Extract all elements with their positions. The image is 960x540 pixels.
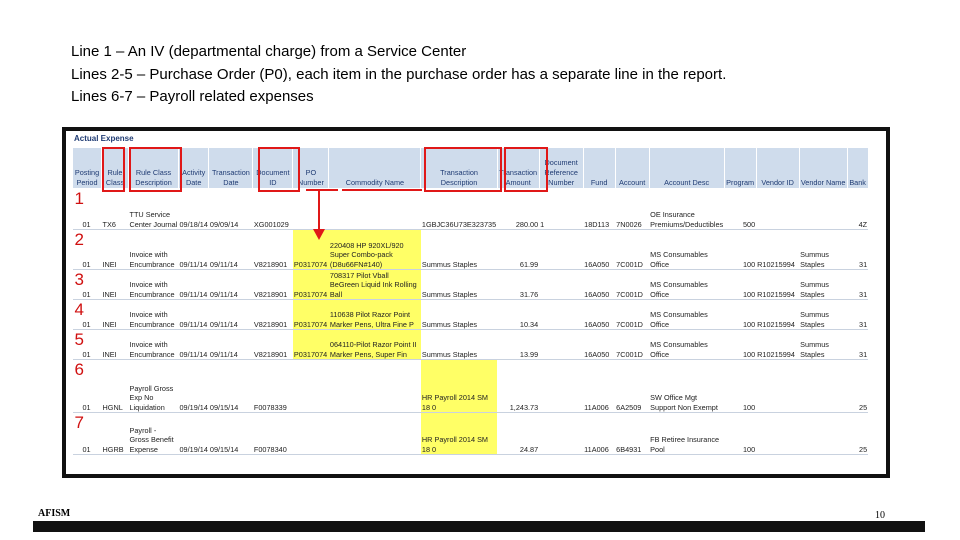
- line-number-marker: 4: [74, 300, 84, 319]
- cell-rule-class-description: Invoice with Encumbrance: [129, 270, 179, 300]
- column-header[interactable]: Document ID: [253, 148, 293, 189]
- column-header[interactable]: Account Desc: [649, 148, 724, 189]
- cell-account: 7C001D: [615, 330, 649, 360]
- table-row[interactable]: [73, 189, 869, 230]
- cell-activity-date: 09/11/14: [179, 230, 209, 270]
- posting-period-value: 01: [82, 289, 91, 299]
- cell-account: 7C001D: [615, 270, 649, 300]
- table-row[interactable]: [73, 360, 869, 413]
- cell-transaction-date: 09/11/14: [209, 330, 253, 360]
- cell-fund: 16A050: [583, 300, 615, 330]
- cell-document-reference-number: [539, 330, 583, 360]
- cell-vendor-name: [799, 189, 847, 230]
- cell-rule-class-description: Invoice with Encumbrance: [129, 300, 179, 330]
- posting-period-value: 01: [82, 259, 91, 269]
- cell-document-id: F0078339: [253, 360, 293, 413]
- cell-document-reference-number: [539, 360, 583, 413]
- cell-bank: 25: [847, 360, 868, 413]
- cell-transaction-amount: 280.00: [497, 189, 539, 230]
- highlight-box-rule-class: [102, 147, 125, 192]
- cell-commodity-name: 220408 HP 920XL/920 Super Combo-pack (D8u66FN#140): [329, 230, 421, 270]
- cell-transaction-date: 09/15/14: [209, 360, 253, 413]
- underline-commodity-name: [342, 189, 422, 191]
- cell-posting-period: [73, 360, 102, 413]
- cell-account-desc: SW Office Mgt Support Non Exempt: [649, 360, 724, 413]
- column-header[interactable]: PO Number: [293, 148, 329, 189]
- column-header[interactable]: Account: [615, 148, 649, 189]
- cell-transaction-description: Summus Staples: [421, 270, 497, 300]
- cell-commodity-name: 110638 Pilot Razor Point Marker Pens, Ultra Fine P: [329, 300, 421, 330]
- cell-commodity-name: [329, 360, 421, 413]
- cell-commodity-name: [329, 413, 421, 455]
- cell-bank: 25: [847, 413, 868, 455]
- cell-document-id: V8218901: [253, 330, 293, 360]
- cell-rule-class-description: Invoice with Encumbrance: [129, 230, 179, 270]
- cell-activity-date: 09/11/14: [179, 270, 209, 300]
- intro-line-2: Lines 2-5 – Purchase Order (P0), each item in the purchase order has a separate line in the report.: [71, 65, 727, 83]
- cell-document-id: V8218901: [253, 300, 293, 330]
- line-number-marker: 2: [74, 230, 84, 249]
- intro-text: [71, 41, 726, 109]
- highlight-box-document-id: [258, 147, 300, 192]
- cell-account-desc: MS Consumables Office: [649, 330, 724, 360]
- cell-document-reference-number: [539, 230, 583, 270]
- line-number-marker: 3: [74, 270, 84, 289]
- cell-posting-period: [73, 230, 102, 270]
- cell-commodity-name: 064110-Pilot Razor Point II Marker Pens, Super Fin: [329, 330, 421, 360]
- cell-account-desc: OE Insurance Premiums/Deductibles: [649, 189, 724, 230]
- cell-program: 100: [724, 360, 756, 413]
- cell-account: 7C001D: [615, 300, 649, 330]
- cell-rule-class: HGRB: [102, 413, 129, 455]
- column-header[interactable]: Vendor ID: [756, 148, 799, 189]
- cell-commodity-name: 708317 Pilot Vball BeGreen Liquid Ink Rolling Ball: [329, 270, 421, 300]
- cell-vendor-name: [799, 413, 847, 455]
- cell-fund: 16A050: [583, 270, 615, 300]
- cell-rule-class: HGNL: [102, 360, 129, 413]
- cell-bank: 31: [847, 300, 868, 330]
- cell-fund: 16A050: [583, 230, 615, 270]
- cell-account-desc: MS Consumables Office: [649, 230, 724, 270]
- cell-activity-date: 09/18/14: [179, 189, 209, 230]
- cell-rule-class: INEI: [102, 270, 129, 300]
- cell-account: 7C001D: [615, 230, 649, 270]
- cell-transaction-amount: 24.87: [497, 413, 539, 455]
- cell-po-number: [293, 360, 329, 413]
- column-header[interactable]: Activity Date: [179, 148, 209, 189]
- highlight-box-transaction-amount: [504, 147, 548, 192]
- column-header[interactable]: Rule Class Description: [129, 148, 179, 189]
- cell-transaction-amount: 1,243.73: [497, 360, 539, 413]
- column-header[interactable]: Posting Period: [73, 148, 102, 189]
- cell-transaction-amount: 61.99: [497, 230, 539, 270]
- posting-period-value: 01: [82, 402, 91, 412]
- cell-transaction-description: Summus Staples: [421, 230, 497, 270]
- cell-rule-class: INEI: [102, 330, 129, 360]
- column-header[interactable]: Rule Class: [102, 148, 129, 189]
- intro-line-1: Line 1 – An IV (departmental charge) from a Service Center: [71, 43, 467, 60]
- cell-po-number: P0317074: [293, 230, 329, 270]
- cell-vendor-name: Summus Staples: [799, 230, 847, 270]
- cell-vendor-id: R10215994: [756, 230, 799, 270]
- cell-rule-class: INEI: [102, 300, 129, 330]
- posting-period-value: 01: [82, 349, 91, 359]
- table-row[interactable]: [73, 300, 869, 330]
- cell-bank: 4Z: [847, 189, 868, 230]
- line-number-marker: 5: [74, 330, 84, 349]
- cell-rule-class-description: Invoice with Encumbrance: [129, 330, 179, 360]
- cell-posting-period: [73, 330, 102, 360]
- cell-bank: 31: [847, 330, 868, 360]
- posting-period-value: 01: [82, 444, 91, 454]
- cell-transaction-date: 09/11/14: [209, 300, 253, 330]
- arrow-down-icon: [312, 191, 326, 241]
- footer-label: AFISM: [38, 508, 71, 519]
- column-header[interactable]: Transaction Date: [209, 148, 253, 189]
- cell-account: 6A2509: [615, 360, 649, 413]
- cell-program: 500: [724, 189, 756, 230]
- cell-fund: 11A006: [583, 413, 615, 455]
- cell-transaction-amount: 31.76: [497, 270, 539, 300]
- cell-transaction-amount: 10.34: [497, 300, 539, 330]
- page-number: 10: [875, 510, 885, 521]
- cell-po-number: P0317074: [293, 330, 329, 360]
- highlight-box-rule-class-description: [129, 147, 182, 192]
- cell-rule-class-description: TTU Service Center Journal: [129, 189, 179, 230]
- cell-vendor-name: Summus Staples: [799, 270, 847, 300]
- cell-rule-class: TX6: [102, 189, 129, 230]
- cell-vendor-name: Summus Staples: [799, 330, 847, 360]
- table-row[interactable]: [73, 330, 869, 360]
- cell-vendor-id: R10215994: [756, 330, 799, 360]
- cell-program: 100: [724, 230, 756, 270]
- column-header[interactable]: Transaction Description: [421, 148, 497, 189]
- cell-document-reference-number: [539, 413, 583, 455]
- cell-rule-class: INEI: [102, 230, 129, 270]
- column-header[interactable]: Commodity Name: [329, 148, 421, 189]
- cell-program: 100: [724, 270, 756, 300]
- report-sheet: [66, 131, 886, 474]
- line-number-marker: 6: [74, 360, 84, 379]
- cell-vendor-id: R10215994: [756, 300, 799, 330]
- cell-transaction-description: HR Payroll 2014 SM 18 0: [421, 360, 497, 413]
- footer-bar: [33, 521, 925, 532]
- cell-fund: 11A006: [583, 360, 615, 413]
- cell-document-reference-number: 1: [539, 189, 583, 230]
- cell-bank: 31: [847, 270, 868, 300]
- table-row[interactable]: [73, 230, 869, 270]
- cell-vendor-id: R10215994: [756, 270, 799, 300]
- cell-program: 100: [724, 330, 756, 360]
- report-title: Actual Expense: [74, 134, 134, 143]
- cell-document-id: V8218901: [253, 270, 293, 300]
- cell-transaction-date: 09/15/14: [209, 413, 253, 455]
- actual-expense-table: [72, 147, 869, 455]
- table-row[interactable]: [73, 270, 869, 300]
- cell-transaction-description: HR Payroll 2014 SM 18 0: [421, 413, 497, 455]
- posting-period-value: 01: [82, 319, 91, 329]
- cell-po-number: P0317074: [293, 300, 329, 330]
- cell-vendor-id: [756, 189, 799, 230]
- cell-transaction-description: Summus Staples: [421, 330, 497, 360]
- line-number-marker: 7: [74, 413, 84, 432]
- cell-commodity-name: [329, 189, 421, 230]
- cell-program: 100: [724, 413, 756, 455]
- cell-po-number: P0317074: [293, 270, 329, 300]
- column-header[interactable]: Program: [724, 148, 756, 189]
- column-header[interactable]: Bank: [847, 148, 868, 189]
- cell-activity-date: 09/19/14: [179, 413, 209, 455]
- column-header[interactable]: Transaction Amount: [497, 148, 539, 189]
- table-row[interactable]: [73, 413, 869, 455]
- cell-program: 100: [724, 300, 756, 330]
- cell-vendor-id: [756, 413, 799, 455]
- cell-document-id: XG001029: [253, 189, 293, 230]
- cell-bank: 31: [847, 230, 868, 270]
- cell-rule-class-description: Payroll - Gross Benefit Expense: [129, 413, 179, 455]
- cell-document-reference-number: [539, 270, 583, 300]
- cell-transaction-date: 09/11/14: [209, 230, 253, 270]
- line-number-marker: 1: [74, 189, 84, 208]
- cell-account-desc: FB Retiree Insurance Pool: [649, 413, 724, 455]
- cell-fund: 16A050: [583, 330, 615, 360]
- intro-line-3: Lines 6-7 – Payroll related expenses: [71, 88, 314, 105]
- cell-transaction-description: 1GBJC36U73E323735: [421, 189, 497, 230]
- cell-document-reference-number: [539, 300, 583, 330]
- cell-posting-period: [73, 413, 102, 455]
- column-header[interactable]: Vendor Name: [799, 148, 847, 189]
- cell-activity-date: 09/19/14: [179, 360, 209, 413]
- cell-transaction-date: 09/09/14: [209, 189, 253, 230]
- highlight-box-transaction-description: [424, 147, 502, 192]
- cell-activity-date: 09/11/14: [179, 300, 209, 330]
- cell-posting-period: [73, 270, 102, 300]
- cell-vendor-id: [756, 360, 799, 413]
- cell-account-desc: MS Consumables Office: [649, 270, 724, 300]
- cell-po-number: [293, 413, 329, 455]
- cell-document-id: F0078340: [253, 413, 293, 455]
- cell-vendor-name: Summus Staples: [799, 300, 847, 330]
- column-header[interactable]: Fund: [583, 148, 615, 189]
- report-screenshot: [62, 127, 890, 478]
- cell-transaction-date: 09/11/14: [209, 270, 253, 300]
- cell-transaction-description: Summus Staples: [421, 300, 497, 330]
- cell-vendor-name: [799, 360, 847, 413]
- cell-posting-period: [73, 300, 102, 330]
- posting-period-value: 01: [82, 219, 91, 229]
- cell-rule-class-description: Payroll Gross Exp No Liquidation: [129, 360, 179, 413]
- cell-posting-period: [73, 189, 102, 230]
- cell-fund: 18D113: [583, 189, 615, 230]
- cell-document-id: V8218901: [253, 230, 293, 270]
- column-header[interactable]: Document Reference Number: [539, 148, 583, 189]
- cell-account: 7N0026: [615, 189, 649, 230]
- cell-activity-date: 09/11/14: [179, 330, 209, 360]
- cell-transaction-amount: 13.99: [497, 330, 539, 360]
- cell-account: 6B4931: [615, 413, 649, 455]
- cell-account-desc: MS Consumables Office: [649, 300, 724, 330]
